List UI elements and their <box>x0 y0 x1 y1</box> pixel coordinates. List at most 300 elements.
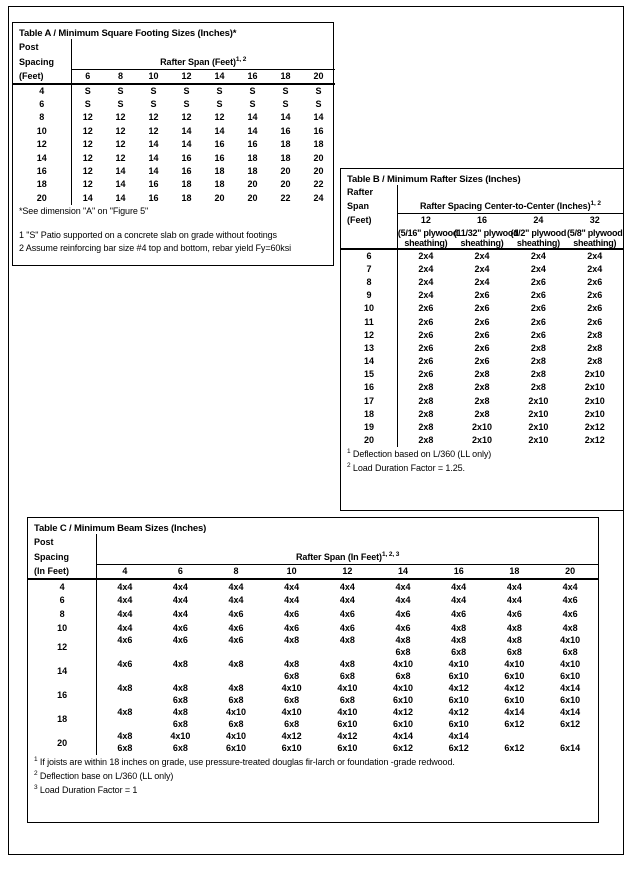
cell-16-8-primary: 4x8 <box>228 683 244 693</box>
cell-19-32: 2x12 <box>584 422 605 433</box>
cell-4-4-primary: 4x4 <box>117 581 133 592</box>
cell-14-8-alternate <box>208 669 264 683</box>
cell-4-12-primary: 4x4 <box>339 581 355 592</box>
cell-18-16: 20 <box>247 179 258 190</box>
row-label-16: 16 <box>341 381 397 394</box>
cell-6-20-primary: 4x6 <box>562 595 578 605</box>
cell-14-14: 16 <box>214 152 225 163</box>
cell-6-12: 2x4 <box>418 251 434 262</box>
cell-17-32: 2x10 <box>584 395 605 406</box>
cell-20-24: 2x10 <box>528 435 549 446</box>
cell-14-16-alternate: 6x10 <box>448 671 469 681</box>
cell-18-12-primary: 4x10 <box>337 707 358 717</box>
table-c <box>28 534 598 755</box>
cell-10-20-primary: 4x8 <box>562 623 578 633</box>
cell-4-8-primary: 4x4 <box>228 581 244 592</box>
cell-11-16: 2x6 <box>474 316 490 327</box>
cell-14-16: 2x6 <box>474 356 490 367</box>
cell-14-8-primary: 4x8 <box>228 659 244 669</box>
cell-20-12: 2x8 <box>418 435 434 446</box>
cell-6-14-primary: 4x4 <box>395 595 411 605</box>
cell-10-6: 12 <box>82 125 93 136</box>
cell-15-12: 2x6 <box>418 369 434 380</box>
span-header <box>71 54 335 69</box>
cell-12-12-alternate <box>320 645 376 659</box>
cell-18-4-primary: 4x8 <box>117 707 133 717</box>
cell-18-20-primary: 4x14 <box>560 707 581 717</box>
column-subheader-32-line1: (5/8" plywood <box>567 227 623 238</box>
row-label-16: 16 <box>28 683 97 707</box>
cell-10-8: 12 <box>115 125 126 136</box>
cell-17-12: 2x8 <box>418 395 434 406</box>
stub-line-3: (In Feet) <box>28 564 97 579</box>
cell-18-14-primary: 4x12 <box>393 707 414 717</box>
cell-6-12-primary: 4x4 <box>339 595 355 605</box>
column-header-12: 12 <box>420 215 431 226</box>
cell-20-16-primary: 4x14 <box>448 731 469 741</box>
table-row <box>341 275 623 288</box>
column-header-14: 14 <box>375 564 431 579</box>
cell-11-32: 2x6 <box>587 316 603 327</box>
cell-16-18-primary: 4x12 <box>504 683 525 693</box>
cell-7-12: 2x4 <box>418 263 434 274</box>
cell-14-10: 14 <box>148 152 159 163</box>
row-label-18: 18 <box>13 178 71 191</box>
cell-16-18-alternate: 6x10 <box>504 695 525 705</box>
cell-14-20: 20 <box>313 152 324 163</box>
table-row <box>341 341 623 354</box>
cell-16-10-alternate: 6x8 <box>284 695 300 705</box>
column-header-20: 20 <box>542 564 598 579</box>
cell-8-12: 12 <box>181 112 192 123</box>
cell-9-32: 2x6 <box>587 290 603 301</box>
cell-8-12-primary: 4x6 <box>339 609 355 619</box>
cell-15-32: 2x10 <box>584 369 605 380</box>
cell-18-12: 2x8 <box>418 408 434 419</box>
cell-14-6-primary: 4x8 <box>172 659 188 669</box>
cell-12-18-primary: 4x8 <box>506 635 522 645</box>
column-header-18: 18 <box>487 564 543 579</box>
cell-14-12: 16 <box>181 152 192 163</box>
column-header-32: 32 <box>589 215 600 226</box>
cell-9-16: 2x6 <box>474 290 490 301</box>
cell-18-12-alternate: 6x10 <box>337 719 358 729</box>
cell-20-20-alternate: 6x14 <box>560 743 581 753</box>
column-header-20: 20 <box>302 69 335 84</box>
cell-8-6: 12 <box>82 112 93 123</box>
cell-10-4-primary: 4x4 <box>117 623 133 633</box>
cell-12-16: 16 <box>247 139 258 150</box>
cell-6-6: S <box>84 99 91 110</box>
table-c-notes <box>28 755 598 797</box>
cell-19-24: 2x10 <box>528 422 549 433</box>
table-row-alternate <box>28 645 598 659</box>
cell-20-18-alternate: 6x12 <box>504 743 525 753</box>
cell-14-4-primary: 4x6 <box>117 659 133 669</box>
table-row-alternate <box>28 693 598 707</box>
cell-18-4-alternate <box>97 717 153 731</box>
cell-6-14: S <box>216 99 223 110</box>
row-label-19: 19 <box>341 420 397 433</box>
stub-line-3: (Feet) <box>13 69 71 84</box>
row-label-4: 4 <box>13 84 71 97</box>
cell-12-8-alternate <box>208 645 264 659</box>
cell-19-12: 2x8 <box>418 422 434 433</box>
cell-14-6: 12 <box>82 152 93 163</box>
cell-8-20-primary: 4x6 <box>562 609 578 619</box>
cell-12-18-alternate: 6x8 <box>506 647 522 657</box>
table-row <box>341 420 623 433</box>
table-b-title: Table B / Minimum Rafter Sizes (Inches) <box>347 174 521 185</box>
cell-16-16: 2x8 <box>474 382 490 393</box>
cell-8-20: 14 <box>313 112 324 123</box>
cell-13-32: 2x8 <box>587 342 603 353</box>
cell-14-24: 2x8 <box>530 356 546 367</box>
cell-14-16-primary: 4x10 <box>448 659 469 669</box>
column-subheader-32-line2: sheathing) <box>567 238 623 249</box>
cell-20-4-primary: 4x8 <box>117 731 133 741</box>
cell-20-12-primary: 4x12 <box>337 731 358 741</box>
table-row <box>341 381 623 394</box>
cell-14-6-alternate <box>153 669 209 683</box>
cell-18-16: 2x8 <box>474 408 490 419</box>
cell-14-32: 2x8 <box>587 356 603 367</box>
column-header-10: 10 <box>264 564 320 579</box>
cell-6-16-primary: 4x4 <box>451 595 467 605</box>
column-header-12: 12 <box>320 564 376 579</box>
cell-20-10: 16 <box>148 192 159 203</box>
table-row <box>13 111 335 124</box>
span-header-superscript: 1, 2 <box>590 200 601 208</box>
cell-14-4-alternate <box>97 669 153 683</box>
cell-10-12-primary: 4x6 <box>339 623 355 633</box>
table-a-container <box>12 22 334 266</box>
cell-14-20-primary: 4x10 <box>560 659 581 669</box>
table-a-note-2: 2 Assume reinforcing bar size #4 top and bottom, rebar yield Fy=60ksi <box>19 242 291 253</box>
cell-18-16-primary: 4x12 <box>448 707 469 717</box>
column-header-16: 16 <box>476 215 487 226</box>
table-c-note-1-text: If joists are within 18 inches on grade, use pressure-treated douglas fir-larch or foundation -grade redwood. <box>39 757 455 767</box>
row-label-20: 20 <box>13 191 71 204</box>
cell-16-10-primary: 4x10 <box>281 683 302 693</box>
table-row <box>28 621 598 635</box>
cell-14-10-primary: 4x8 <box>284 659 300 669</box>
cell-18-32: 2x10 <box>584 408 605 419</box>
cell-18-20-alternate: 6x12 <box>560 719 581 729</box>
table-c-note-3-marker: 3 <box>34 784 38 792</box>
cell-12-20-primary: 4x10 <box>560 635 581 645</box>
cell-6-6-primary: 4x4 <box>172 595 188 605</box>
table-row <box>13 191 335 204</box>
cell-10-18: 16 <box>280 125 291 136</box>
cell-20-12-alternate: 6x10 <box>337 743 358 753</box>
cell-14-18: 18 <box>280 152 291 163</box>
cell-6-20: S <box>315 99 322 110</box>
cell-18-6-alternate: 6x8 <box>172 719 188 729</box>
cell-12-12: 2x6 <box>418 329 434 340</box>
table-c-note-1-marker: 1 <box>34 756 38 763</box>
cell-18-20: 22 <box>313 179 324 190</box>
cell-8-10: 12 <box>148 112 159 123</box>
cell-6-10-primary: 4x4 <box>284 595 300 605</box>
cell-12-4-primary: 4x6 <box>117 635 133 645</box>
row-label-15: 15 <box>341 368 397 381</box>
cell-20-20: 24 <box>313 192 324 203</box>
table-b <box>341 185 623 447</box>
cell-6-8-primary: 4x4 <box>228 595 244 605</box>
row-label-20: 20 <box>28 731 97 755</box>
cell-8-24: 2x6 <box>530 276 546 287</box>
header-row-top <box>13 39 335 54</box>
row-label-6: 6 <box>28 593 97 607</box>
cell-10-16: 14 <box>247 125 258 136</box>
header-row-top <box>28 534 598 549</box>
cell-8-8-primary: 4x6 <box>228 609 244 619</box>
row-label-17: 17 <box>341 394 397 407</box>
table-row <box>13 164 335 177</box>
cell-20-16-alternate: 6x12 <box>448 743 469 753</box>
cell-20-12: 18 <box>181 192 192 203</box>
cell-12-14-primary: 4x8 <box>395 635 411 645</box>
cell-12-20: 18 <box>313 139 324 150</box>
row-label-13: 13 <box>341 341 397 354</box>
cell-12-8-primary: 4x6 <box>228 635 244 645</box>
cell-20-8: 14 <box>115 192 126 203</box>
cell-4-18-primary: 4x4 <box>506 581 522 592</box>
column-header-6: 6 <box>153 564 209 579</box>
cell-6-24: 2x4 <box>530 251 546 262</box>
cell-20-18: 22 <box>280 192 291 203</box>
span-header-text: Rafter Span (In Feet) <box>296 551 382 562</box>
cell-18-18-alternate: 6x12 <box>504 719 525 729</box>
cell-16-10: 14 <box>148 166 159 177</box>
cell-14-12-primary: 4x8 <box>339 659 355 669</box>
cell-16-4-alternate <box>97 693 153 707</box>
stub-line-2: Spacing <box>28 549 97 564</box>
cell-11-24: 2x6 <box>530 316 546 327</box>
cell-20-4-alternate: 6x8 <box>117 743 133 753</box>
cell-16-6: 12 <box>82 166 93 177</box>
header-row-span <box>28 549 598 564</box>
cell-18-18: 20 <box>280 179 291 190</box>
cell-8-18: 14 <box>280 112 291 123</box>
table-a <box>13 39 335 205</box>
cell-18-18-primary: 4x14 <box>504 707 525 717</box>
row-label-11: 11 <box>341 315 397 328</box>
cell-20-14-primary: 4x14 <box>393 731 414 741</box>
cell-6-32: 2x4 <box>587 251 603 262</box>
cell-7-24: 2x4 <box>530 263 546 274</box>
stub-blank <box>341 238 397 249</box>
column-header-6: 6 <box>71 69 104 84</box>
cell-12-12-primary: 4x8 <box>339 635 355 645</box>
header-spacer <box>71 39 335 54</box>
cell-4-10-primary: 4x4 <box>284 581 300 592</box>
cell-6-18-primary: 4x4 <box>506 595 522 605</box>
cell-4-14: S <box>216 86 223 97</box>
column-subheader-16-line1: (11/32" plywood <box>453 227 519 238</box>
cell-10-10: 12 <box>148 125 159 136</box>
table-row <box>341 394 623 407</box>
cell-12-14-alternate: 6x8 <box>395 647 411 657</box>
cell-4-16-primary: 4x4 <box>451 581 467 592</box>
table-row <box>13 84 335 97</box>
table-a-title: Table A / Minimum Square Footing Sizes (Inches)* <box>19 28 237 39</box>
cell-16-8-alternate: 6x8 <box>228 695 244 705</box>
cell-9-12: 2x4 <box>418 290 434 301</box>
row-label-10: 10 <box>13 124 71 137</box>
cell-12-14: 16 <box>214 139 225 150</box>
header-row-columns <box>13 69 335 84</box>
table-row <box>28 683 598 693</box>
cell-12-8: 12 <box>115 139 126 150</box>
cell-8-14: 12 <box>214 112 225 123</box>
table-b-note-1 <box>347 447 623 461</box>
cell-4-20-primary: 4x4 <box>562 581 578 592</box>
cell-16-16: 18 <box>247 166 258 177</box>
column-header-4: 4 <box>97 564 153 579</box>
column-subheader-24-line1: (1/2" plywood <box>510 227 567 238</box>
row-label-14: 14 <box>341 355 397 368</box>
table-c-note-3-text: Load Duration Factor = 1 <box>39 785 138 796</box>
cell-10-6-primary: 4x6 <box>172 623 188 633</box>
table-a-notes <box>13 205 333 255</box>
cell-16-32: 2x10 <box>584 382 605 393</box>
row-label-20: 20 <box>341 434 397 447</box>
cell-16-24: 2x8 <box>530 382 546 393</box>
cell-18-10-alternate: 6x8 <box>284 719 300 729</box>
header-row-columns <box>28 564 598 579</box>
cell-16-20-primary: 4x14 <box>560 683 581 693</box>
table-a-note-star: *See dimension "A" on "Figure 5" <box>19 205 149 216</box>
table-row <box>341 262 623 275</box>
cell-12-12: 14 <box>181 139 192 150</box>
cell-17-16: 2x8 <box>474 395 490 406</box>
cell-7-32: 2x4 <box>587 263 603 274</box>
cell-10-16: 2x6 <box>474 303 490 314</box>
stub-line-2: Span <box>341 199 397 213</box>
cell-16-14-primary: 4x10 <box>393 683 414 693</box>
cell-20-16: 20 <box>247 192 258 203</box>
cell-12-6-alternate <box>153 645 209 659</box>
cell-8-12: 2x4 <box>418 276 434 287</box>
cell-16-20: 20 <box>313 166 324 177</box>
row-label-14: 14 <box>13 151 71 164</box>
column-subheader-12-line2: sheathing) <box>397 238 453 249</box>
table-row <box>28 731 598 741</box>
cell-16-14-alternate: 6x10 <box>393 695 414 705</box>
column-header-18: 18 <box>269 69 302 84</box>
stub-blank <box>341 227 397 238</box>
table-row <box>341 368 623 381</box>
cell-18-24: 2x10 <box>528 408 549 419</box>
cell-12-16: 2x6 <box>474 329 490 340</box>
stub-line-1: Post <box>13 39 71 54</box>
column-header-8: 8 <box>104 69 137 84</box>
row-label-6: 6 <box>341 249 397 262</box>
cell-4-14-primary: 4x4 <box>395 581 411 592</box>
table-row-alternate <box>28 741 598 755</box>
cell-6-12: S <box>183 99 190 110</box>
column-header-16: 16 <box>431 564 487 579</box>
cell-8-14-primary: 4x6 <box>395 609 411 619</box>
cell-6-18: S <box>282 99 289 110</box>
cell-6-4-primary: 4x4 <box>117 595 133 605</box>
cell-17-24: 2x10 <box>528 395 549 406</box>
cell-10-12: 14 <box>181 125 192 136</box>
cell-7-16: 2x4 <box>474 263 490 274</box>
row-label-18: 18 <box>28 707 97 731</box>
cell-20-8-primary: 4x10 <box>225 731 247 741</box>
cell-14-20-alternate: 6x10 <box>560 671 581 681</box>
header-subrow-2 <box>341 238 623 249</box>
row-label-4: 4 <box>28 579 97 593</box>
cell-14-8: 12 <box>115 152 126 163</box>
row-label-6: 6 <box>13 97 71 110</box>
cell-8-16: 14 <box>247 112 258 123</box>
span-header-text: Rafter Span (Feet) <box>160 56 236 67</box>
cell-12-10-alternate <box>264 645 320 659</box>
cell-13-24: 2x8 <box>530 342 546 353</box>
cell-18-6: 12 <box>82 179 93 190</box>
row-label-12: 12 <box>341 328 397 341</box>
cell-6-10: S <box>150 99 157 110</box>
span-header <box>97 549 598 564</box>
cell-16-6-alternate: 6x8 <box>172 695 188 705</box>
table-row <box>341 302 623 315</box>
stub-line-1: Post <box>28 534 97 549</box>
cell-18-14: 18 <box>214 179 225 190</box>
cell-16-4-primary: 4x8 <box>117 683 133 693</box>
cell-20-16: 2x10 <box>471 435 492 446</box>
cell-10-32: 2x6 <box>587 303 603 314</box>
header-spacer <box>97 534 598 549</box>
cell-6-8: S <box>117 99 124 110</box>
cell-6-16: S <box>249 99 256 110</box>
cell-10-16-primary: 4x8 <box>451 623 467 633</box>
cell-18-6-primary: 4x8 <box>172 707 188 717</box>
column-header-12: 12 <box>170 69 203 84</box>
span-header-text: Rafter Spacing Center-to-Center (Inches) <box>419 201 591 212</box>
table-c-note-2-text: Deflection base on L/360 (LL only) <box>39 771 174 782</box>
cell-16-16-alternate: 6x10 <box>448 695 469 705</box>
cell-20-6: 14 <box>82 192 93 203</box>
cell-6-16: 2x4 <box>474 251 490 262</box>
row-label-10: 10 <box>28 621 97 635</box>
table-c-note-1 <box>34 755 598 769</box>
cell-20-6-alternate: 6x8 <box>172 743 188 753</box>
cell-10-18-primary: 4x8 <box>506 623 522 633</box>
table-row <box>28 635 598 645</box>
cell-18-14-alternate: 6x10 <box>393 719 414 729</box>
cell-12-6: 12 <box>82 139 93 150</box>
cell-16-20-alternate: 6x10 <box>560 695 581 705</box>
cell-15-16: 2x8 <box>474 369 490 380</box>
row-label-8: 8 <box>341 275 397 288</box>
cell-8-16: 2x4 <box>474 276 490 287</box>
table-row <box>28 659 598 669</box>
cell-10-10-primary: 4x6 <box>284 623 300 633</box>
header-row-span <box>13 54 335 69</box>
cell-16-8: 14 <box>115 166 126 177</box>
cell-10-8-primary: 4x6 <box>228 623 244 633</box>
row-label-8: 8 <box>28 607 97 621</box>
column-subheader-16-line2: sheathing) <box>454 238 510 249</box>
cell-10-14: 14 <box>214 125 225 136</box>
row-label-14: 14 <box>28 659 97 683</box>
span-header <box>397 199 623 213</box>
cell-16-12-alternate: 6x8 <box>339 695 355 705</box>
